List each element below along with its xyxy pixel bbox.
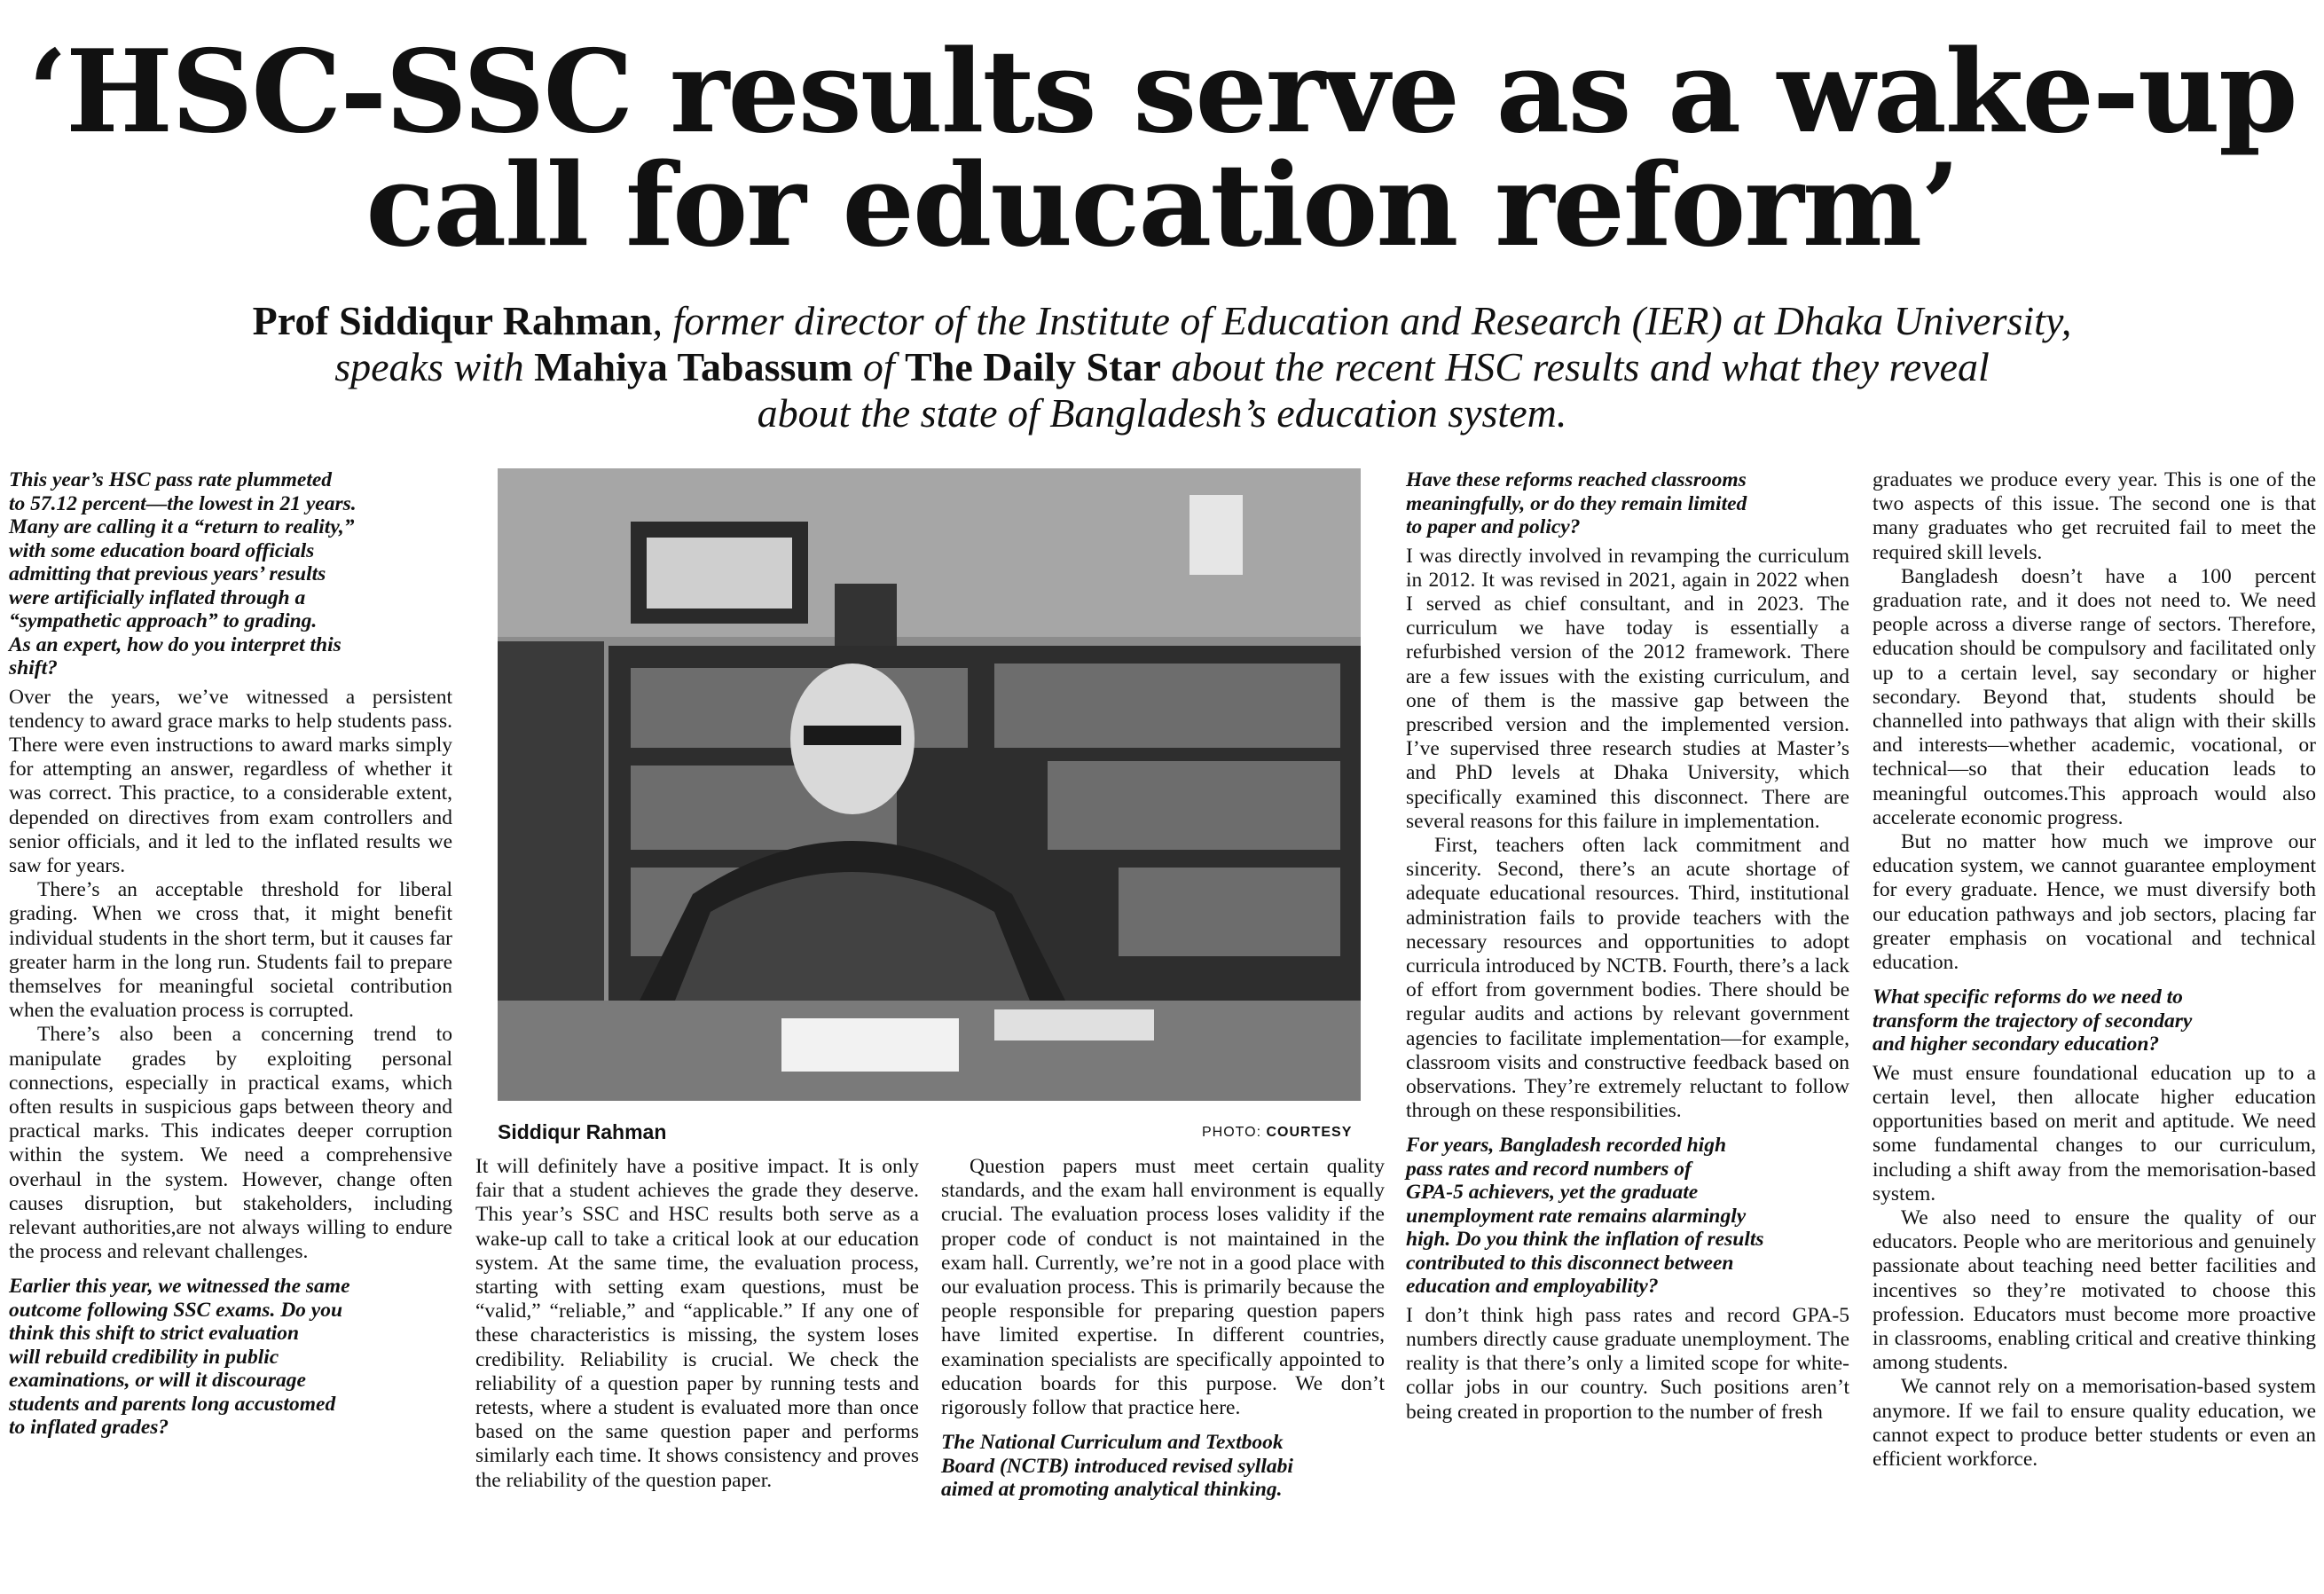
q-line: unemployment rate remains alarmingly bbox=[1406, 1204, 1747, 1228]
answer-6-paragraph-3: We cannot rely on a memorisation-based system anymore. If we fail to ensure quality education, we cannot expect to produce better students or even an efficient workforce. bbox=[1873, 1375, 2316, 1472]
column-4 bbox=[1406, 468, 1849, 1425]
q-line: high. Do you think the inflation of results bbox=[1406, 1228, 1764, 1252]
q-line: What specific reforms do we need to bbox=[1873, 985, 2183, 1009]
question-6 bbox=[1873, 985, 2316, 1056]
q-line: aimed at promoting analytical thinking. bbox=[941, 1478, 1283, 1502]
question-4 bbox=[1406, 468, 1849, 539]
interviewer-name: Mahiya Tabassum bbox=[534, 344, 853, 389]
q-line: admitting that previous years’ results bbox=[9, 562, 326, 585]
photo-credit bbox=[1202, 1125, 1352, 1141]
q-line: to 57.12 percent—the lowest in 21 years. bbox=[9, 491, 357, 515]
q-line: to inflated grades? bbox=[9, 1416, 169, 1440]
q-line: This year’s HSC pass rate plummeted bbox=[9, 468, 333, 491]
answer-1-paragraph-1: Over the years, we’ve witnessed a persistent tendency to award grace marks to help students pass. There were even instructions to award marks simply for attempting an answer, regardless of whether it was correct. This practice, to a considerable extent, depended on directives from exam controllers and senior officials, and it led to the inflated results we saw for years. bbox=[9, 685, 452, 877]
deck-text-1: , former director of the Institute of Education and Research (IER) at Dhaka University, bbox=[652, 298, 2072, 343]
q-line: with some education board officials bbox=[9, 538, 315, 562]
answer-1-paragraph-2: There’s an acceptable threshold for liberal grading. When we cross that, it might benefit individual students in the short term, but it causes far greater harm in the long run. Students fail to prepare themselves for meaningful societal contribution when the evaluation process is corrupted. bbox=[9, 878, 452, 1023]
deck-text-3: of bbox=[852, 344, 906, 389]
question-3 bbox=[941, 1431, 1385, 1502]
publication-name: The Daily Star bbox=[905, 344, 1161, 389]
photo-credit-value: COURTESY bbox=[1266, 1125, 1353, 1140]
deck-text-2: speaks with bbox=[334, 344, 535, 389]
q-line: Board (NCTB) introduced revised syllabi bbox=[941, 1454, 1293, 1478]
q-line: think this shift to strict evaluation bbox=[9, 1322, 300, 1346]
photo-credit-label: PHOTO: bbox=[1202, 1125, 1267, 1140]
answer-4-paragraph-2: First, teachers often lack commitment and sincerity. Second, there’s an acute shortage of adequate educational resources. Third, institutional administration fails to provide teachers with the necessary resources and opportunities to adopt curricula introduced by NCTB. Fourth, there’s a lack of effort from government bodies. There should be regular audits and actions by relevant government agencies to facilitate implementation—for example, classroom visits and constructive feedback based on observations. They’re extremely reluctant to follow through on these responsibilities. bbox=[1406, 833, 1849, 1123]
answer-2-paragraph-1: It will definitely have a positive impact. It is only fair that a student achieves the grade they deserve. This year’s SSC and HSC results both serve as a wake-up call to take a critical look at our education system. At the same time, the evaluation process, starting with setting exam questions, must be “valid,” “reliable,” and “applicable.” If any one of these characteristics is missing, the system loses credibility. Reliability is crucial. We check the reliability of a question paper by running tests and retests, where a student is evaluated more than once based on the same question paper and performs similarly each time. It shows consistency and proves the reliability of the question paper. bbox=[475, 1155, 919, 1492]
column-1 bbox=[9, 468, 452, 1440]
answer-5-paragraph-3: Bangladesh doesn’t have a 100 percent graduation rate, and it does not need to. We need people across a diverse range of sectors. Therefore, education should be compulsory and facilitated only up to a certain level, say secondary or higher secondary. Beyond that, students should be channelled into pathways that align with their skills and interests—whether academic, vocational, or technical—so that their education leads to meaningful outcomes.This approach would also accelerate economic progress. bbox=[1873, 564, 2316, 829]
column-3 bbox=[941, 1155, 1385, 1502]
answer-6-paragraph-2: We also need to ensure the quality of our educators. People who are meritorious and genuinely passionate about teaching need better facilities and incentives so they’re motivated to choose this profession. Educators must become more proactive in classrooms, enabling critical and creative thinking among students. bbox=[1873, 1205, 2316, 1375]
q-line: and higher secondary education? bbox=[1873, 1033, 2160, 1056]
deck-line-1 bbox=[0, 298, 2324, 344]
deck-text-4: about the recent HSC results and what they reveal bbox=[1160, 344, 1990, 389]
q-line: were artificially inflated through a bbox=[9, 585, 306, 609]
answer-5-paragraph-4: But no matter how much we improve our education system, we cannot guarantee employment for every graduate. Hence, we must diversify both our education pathways and job sectors, placing far greater emphasis on vocational and technical education. bbox=[1873, 830, 2316, 975]
headline-line-2: call for education reform’ bbox=[365, 139, 1959, 272]
q-line: examinations, or will it discourage bbox=[9, 1369, 306, 1393]
photo-illustration bbox=[498, 468, 1361, 1101]
answer-5-paragraph-1: I don’t think high pass rates and record GPA-5 numbers directly cause graduate unemployment. The reality is that there’s only a limited scope for white-collar jobs in our country. Such positions aren’t being created in proportion to the number of fresh bbox=[1406, 1303, 1849, 1424]
q-line: students and parents long accustomed bbox=[9, 1392, 336, 1416]
answer-5-paragraph-2: graduates we produce every year. This is one of the two aspects of this issue. The second one is that many graduates who get recruited fail to meet the required skill levels. bbox=[1873, 468, 2316, 564]
answer-2-paragraph-2: Question papers must meet certain quality standards, and the exam hall environment is equally crucial. The evaluation process loses validity if the proper code of conduct is not maintained in the exam hall. Currently, we’re not in a good place with our evaluation process. This is primarily because the people responsible for preparing question papers have limited expertise. In different countries, examination specialists are specifically appointed to education boards for this purpose. We don’t rigorously follow that practice here. bbox=[941, 1155, 1385, 1420]
headline bbox=[0, 26, 2324, 272]
q-line: shift? bbox=[9, 656, 58, 679]
q-line: “sympathetic approach” to grading. bbox=[9, 609, 318, 632]
column-2 bbox=[475, 1155, 919, 1493]
photo-caption: Siddiqur Rahman bbox=[498, 1120, 667, 1143]
deck-line-3: about the state of Bangladesh’s education system. bbox=[757, 390, 1567, 436]
column-5 bbox=[1873, 468, 2316, 1472]
q-line: contributed to this disconnect between bbox=[1406, 1251, 1734, 1275]
q-line: meaningfully, or do they remain limited bbox=[1406, 491, 1747, 515]
q-line: will rebuild credibility in public bbox=[9, 1345, 279, 1369]
deck bbox=[0, 298, 2324, 436]
answer-6-paragraph-1: We must ensure foundational education up to a certain level, then allocate higher education opportunities based on merit and aptitude. We need some fundamental changes to our curriculum, including a shift away from the memorisation-based system. bbox=[1873, 1061, 2316, 1205]
question-1 bbox=[9, 468, 452, 680]
q-line: pass rates and record numbers of bbox=[1406, 1157, 1692, 1181]
q-line: education and employability? bbox=[1406, 1275, 1659, 1299]
question-2 bbox=[9, 1275, 452, 1440]
deck-line-2 bbox=[0, 344, 2324, 390]
headline-line-1: ‘HSC-SSC results serve as a wake-up bbox=[27, 26, 2297, 159]
q-line: to paper and policy? bbox=[1406, 515, 1581, 538]
answer-1-paragraph-3: There’s also been a concerning trend to manipulate grades by exploiting personal connections, especially in practical exams, which often results in suspicious gaps between theory and practical marks. This indicates deeper corruption within the system. We need a comprehensive overhaul in the system. However, change often causes disruption, but stakeholders, including relevant authorities,are not always willing to endure the process and relevant challenges. bbox=[9, 1023, 452, 1264]
interviewee-name: Prof Siddiqur Rahman bbox=[252, 298, 653, 343]
q-line: Have these reforms reached classrooms bbox=[1406, 468, 1747, 491]
question-5 bbox=[1406, 1134, 1849, 1299]
q-line: Earlier this year, we witnessed the same bbox=[9, 1275, 350, 1299]
q-line: For years, Bangladesh recorded high bbox=[1406, 1134, 1727, 1158]
q-line: Many are calling it a “return to reality,” bbox=[9, 515, 355, 538]
answer-4-paragraph-1: I was directly involved in revamping the curriculum in 2012. It was revised in 2021, again in 2022 when I served as chief consultant, and in 2023. The curriculum we have today is essentially a refurbished version of the 2012 framework. There are a few issues with the existing curriculum, and one of them is the massive gap between the prescribed version and the implemented version. I’ve supervised three research studies at Master’s and PhD levels at Dhaka University, which specifically examined this disconnect. There are several reasons for this failure in implementation. bbox=[1406, 544, 1849, 833]
q-line: outcome following SSC exams. Do you bbox=[9, 1298, 343, 1322]
interview-photo bbox=[498, 468, 1361, 1101]
q-line: The National Curriculum and Textbook bbox=[941, 1431, 1284, 1455]
q-line: transform the trajectory of secondary bbox=[1873, 1009, 2193, 1033]
q-line: As an expert, how do you interpret this bbox=[9, 632, 342, 656]
q-line: GPA-5 achievers, yet the graduate bbox=[1406, 1181, 1699, 1205]
